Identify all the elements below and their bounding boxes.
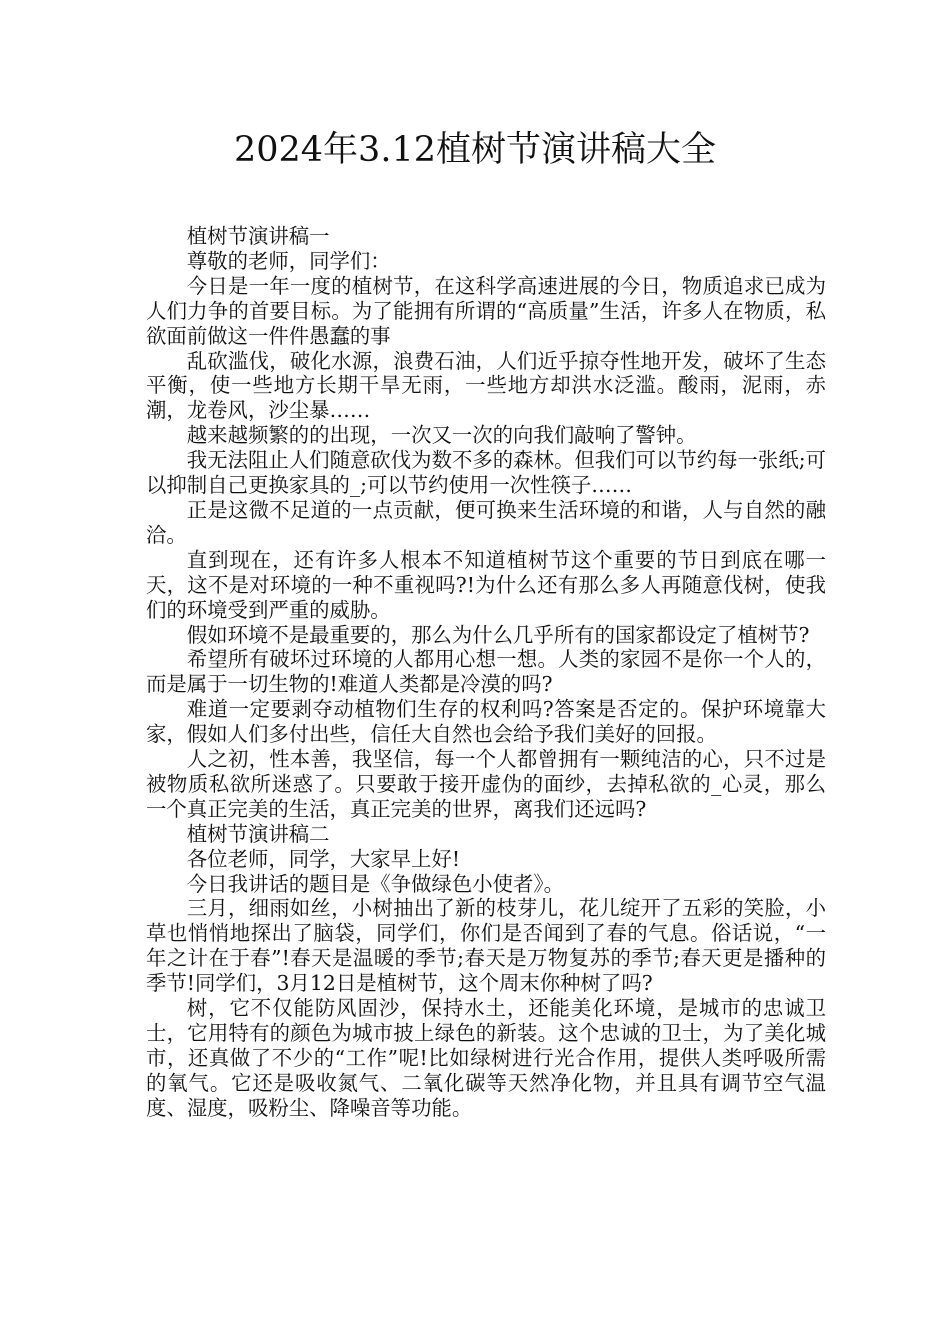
- paragraph: 树，它不仅能防风固沙，保持水土，还能美化环境，是城市的忠诚卫士，它用特有的颜色为城市披上绿色的新装。这个忠诚的卫士，为了美化城市，还真做了不少的“工作”呢!比如绿树进行光合作用，提供人类呼吸所需的氧气。它还是吸收氮气、二氧化碳等天然净化物，并且具有调节空气温度、湿度，吸粉尘、降噪音等功能。: [146, 996, 826, 1120]
- section-heading: 植树节演讲稿一: [186, 224, 330, 248]
- document-title: 2024年3.12植树节演讲稿大全: [233, 130, 716, 170]
- paragraph: 三月，细雨如丝，小树抽出了新的枝芽儿，花儿绽开了五彩的笑脸，小草也悄悄地探出了脑袋，同学们，你们是否闻到了春的气息。俗话说，“一年之计在于春”!春天是温暖的季节;春天是万物复苏的季节;春天更是播种的季节!同学们，3月12日是植树节，这个周末你种树了吗?: [146, 896, 826, 996]
- paragraph: 人之初，性本善，我坚信，每一个人都曾拥有一颗纯洁的心，只不过是被物质私欲所迷惑了。只要敢于接开虚伪的面纱，去掉私欲的_心灵，那么一个真正完美的生活，真正完美的世界，离我们还远吗?: [146, 747, 826, 821]
- paragraph: 我无法阻止人们随意砍伐为数不多的森林。但我们可以节约每一张纸;可以抑制自己更换家具的_;可以节约使用一次性筷子……: [146, 448, 826, 498]
- salutation: 各位老师，同学，大家早上好!: [186, 846, 461, 871]
- paragraph: 假如环境不是最重要的，那么为什么几乎所有的国家都设定了植树节?: [186, 622, 810, 647]
- paragraph: 正是这微不足道的一点贡献，便可换来生活环境的和谐，人与自然的融洽。: [146, 497, 826, 547]
- paragraph: 越来越频繁的的出现，一次又一次的向我们敲响了警钟。: [186, 423, 697, 448]
- paragraph: 今日是一年一度的植树节，在这科学高速进展的今日，物质追求已成为人们力争的首要目标。为了能拥有所谓的“高质量”生活，许多人在物质，私欲面前做这一件件愚蠢的事: [146, 273, 826, 348]
- document-body: [146, 224, 826, 1121]
- paragraph: 直到现在，还有许多人根本不知道植树节这个重要的节日到底在哪一天，这不是对环境的一种不重视吗?!为什么还有那么多人再随意伐树，使我们的环境受到严重的威胁。: [146, 547, 826, 622]
- salutation: 尊敬的老师，同学们：: [186, 248, 391, 273]
- paragraph: 乱砍滥伐，破化水源，浪费石油，人们近乎掠夺性地开发，破坏了生态平衡，使一些地方长期干旱无雨，一些地方却洪水泛滥。酸雨，泥雨，赤潮，龙卷风，沙尘暴……: [146, 348, 826, 423]
- paragraph: 今日我讲话的题目是《争做绿色小使者》。: [186, 871, 565, 896]
- section-heading: 植树节演讲稿二: [186, 821, 330, 846]
- paragraph: 希望所有破坏过环境的人都用心想一想。人类的家园不是你一个人的，而是属于一切生物的!难道人类都是冷漠的吗?: [146, 647, 826, 697]
- paragraph: 难道一定要剥夺动植物们生存的权利吗?答案是否定的。保护环境靠大家，假如人们多付出些，信任大自然也会给予我们美好的回报。: [146, 697, 826, 747]
